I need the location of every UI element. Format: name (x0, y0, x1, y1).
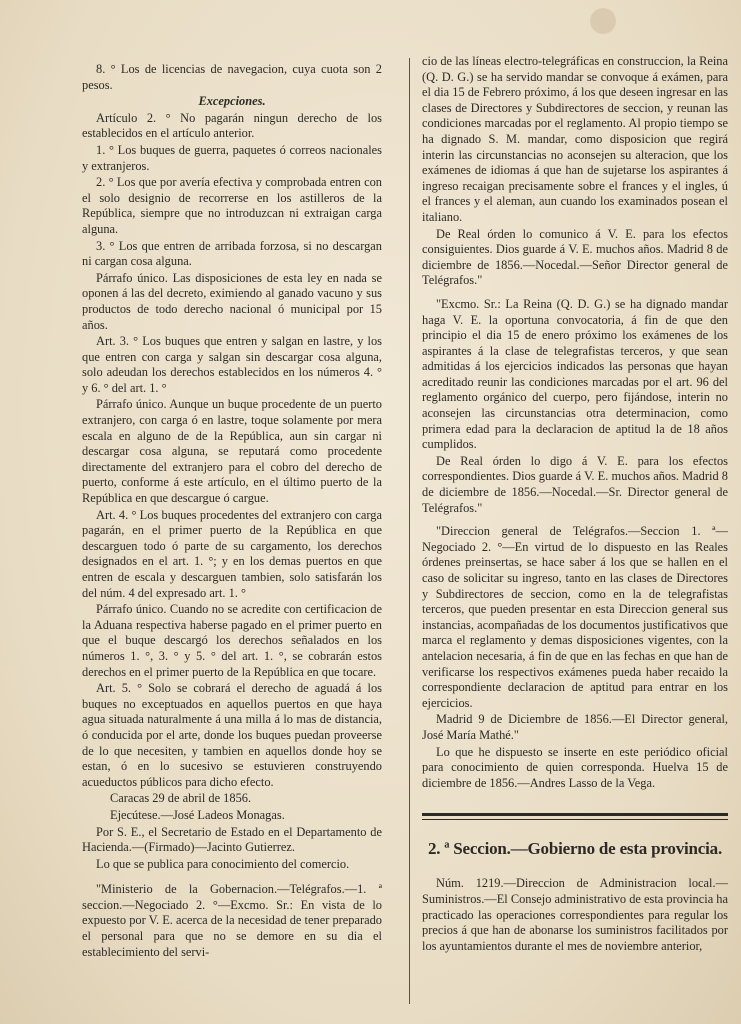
left-column (82, 62, 382, 1012)
paragraph: Art. 4. ° Los buques procedentes del extranjero con carga pagarán, en el primer puerto de la República en que descarguen todo ó parte de su cargamento, los derechos designados en el art. 1. °; y en los demas puertos en que entren de escala y descarguen tambien, solo satisfarán los del núm. 4 del expresado art. 1. ° (82, 507, 382, 600)
paragraph: De Real órden lo digo á V. E. para los efectos correspondientes. Dios guarde á V. E. muchos años. Madrid 8 de diciembre de 1856.—Nocedal.—Sr. Director general de Telégrafos." (422, 453, 728, 515)
paragraph: cio de las líneas electro-telegráficas en construccion, la Reina (Q. D. G.) se ha servido mandar se convoque á exámen, para el dia 15 de Febrero próximo, á los que deseen ingresar en las clases de Directores y Subdirectores de seccion, y reunan las condiciones marcadas por el reglamento. Al propio tiempo se ha dignado S. M. mandar, como disposicion que regirá interin las circunstancias no aconsejen su alteracion, que los exámenes de idiomas á que han de sujetarse los aspirantes á ingreso recaigan precisamente sobre el frances y el ingles, ú el frances y el aleman, aun cuando los examinados posean el italiano. (422, 54, 728, 224)
paragraph: 2. ° Los que por avería efectiva y comprobada entren con el solo designio de recorrerse en los astilleros de la República, siempre que no introduzcan ni extraigan carga alguna. (82, 175, 382, 236)
paragraph: Lo que se publica para conocimiento del comercio. (96, 856, 350, 871)
paragraph: 8. ° Los de licencias de navegacion, cuya cuota son 2 pesos. (82, 62, 382, 92)
heading-excepciones: Excepciones. (198, 94, 266, 109)
date-line: Caracas 29 de abril de 1856. (110, 791, 252, 806)
paragraph: Artículo 2. ° No pagarán ningun derecho de los establecidos en el artículo anterior. (82, 110, 382, 141)
paragraph: Por S. E., el Secretario de Estado en el Departamento de Hacienda.—(Firmado)—Jacinto Gutierrez. (82, 824, 382, 855)
paragraph: "Excmo. Sr.: La Reina (Q. D. G.) se ha dignado mandar haga V. E. la oportuna convocatoria, á fin de que den principio el dia 15 de enero próximo los exámenes de los aspirantes á la clase de telegrafistas terceros, y que sean admitidas á los ejercicios indicados las personas que hayan acreditado reunir las condiciones marcadas por el art. 96 del reglamento orgánico del cuerpo, pero fijándose, interin no aconsejen las circunstancias otra determinacion, como primera edad para la declaracion de aptitud la de 18 años cumplidos. (422, 296, 728, 452)
signature-line: Madrid 9 de Diciembre de 1856.—El Director general, José María Mathé." (422, 712, 728, 742)
paragraph: "Ministerio de la Gobernacion.—Telégrafos.—1. ª seccion.—Negociado 2. °—Excmo. Sr.: En vista de lo expuesto por V. E. acerca de la necesidad de tener preparado el personal para que no se demore en su dia el establecimiento del servi- (82, 882, 382, 959)
right-column (422, 54, 728, 1012)
paragraph: Art. 3. ° Los buques que entren y salgan en lastre, y los que entren con carga y salgan sin descargar cosa alguna, solo adeudan los derechos establecidos en los números 4. ° y 6. ° del art. 1. ° (82, 334, 382, 395)
column-divider (409, 58, 410, 1004)
paragraph: Lo que he dispuesto se inserte en este periódico oficial para conocimiento de quien corresponda. Huelva 15 de diciembre de 1856.—Andres Lasso de la Vega. (422, 744, 728, 790)
paragraph: "Direccion general de Telégrafos.—Seccion 1. ª—Negociado 2. °—En virtud de lo dispuesto en las Reales órdenes preinsertas, se hace saber á los que se hallen en el caso de solicitar su ingreso, tanto en las clases de Directores y Subdirectores de seccion, como en la de telegrafistas terceros, que pueden presentar en esta Direccion general sus instancias, acompañadas de los documentos justificativos que marca el reglamento y demas disposiciones vigentes, con la antelacion necesaria, á fin de que en las fechas en que han de verificarse los respectivos exámenes pueda haber recaido la correspondiente declaracion de aptitud para entrar en los ejercicios. (422, 524, 728, 710)
paragraph: 1. ° Los buques de guerra, paquetes ó correos nacionales y extranjeros. (82, 142, 382, 173)
section-rule (422, 813, 728, 820)
paragraph: Párrafo único. Cuando no se acredite con certificacion de la Aduana respectiva haberse pagado en el primer puerto en que el buque descargó los derechos señalados en los números 1. °, 3. ° y 5. ° del art. 1. °, se cobrarán estos derechos en el primer puerto de la República en que tocare. (82, 602, 382, 679)
paragraph: Art. 5. ° Solo se cobrará el derecho de aguadá á los buques no exceptuados en aquellos puertos en que haya agua situada naturalmente á una milla á lo mas de distancia, ó conducida por el arte, donde los buques puedan proveerse de lo que necesiten, y tambien en aquellos donde hoy se estan, ó en lo sucesivo se estuvieren construyendo acueductos públicos para dicho efecto. (82, 681, 382, 789)
signature-line: Ejecútese.—José Ladeos Monagas. (110, 807, 285, 822)
paragraph: De Real órden lo comunico á V. E. para los efectos consiguientes. Dios guarde á V. E. muchos años. Madrid 8 de diciembre de 1856.—Nocedal.—Señor Director general de Telégrafos." (422, 226, 728, 288)
paper-stain (590, 8, 616, 34)
paragraph: Párrafo único. Las disposiciones de esta ley en nada se oponen á las del decreto, eximiendo al ganado vacuno y sus productos de todo derecho nacional ó municipal por 15 años. (82, 270, 382, 332)
paragraph: 3. ° Los que entren de arribada forzosa, si no descargan ni cargan cosa alguna. (82, 238, 382, 269)
paragraph: Párrafo único. Aunque un buque procedente de un puerto extranjero, con carga ó en lastre, toque solamente por mera escala en alguno de de la República, aun sin cargar ni descargar cosa alguna, se reputará como procedente directamente del extranjero para el cobro del derecho de puerto, conforme á este artículo, en el último puerto de la República en que descargue ó cargue. (82, 397, 382, 506)
paragraph: Núm. 1219.—Direccion de Administracion local.—Suministros.—El Consejo administrativo de esta provincia ha practicado las operaciones correspondientes para regular los precios á que han de abonarse los suministros facilitados por los ayuntamientos durante el mes de noviembre anterior, (422, 876, 728, 953)
section-title: 2. ª Seccion.—Gobierno de esta provincia. (427, 839, 723, 859)
